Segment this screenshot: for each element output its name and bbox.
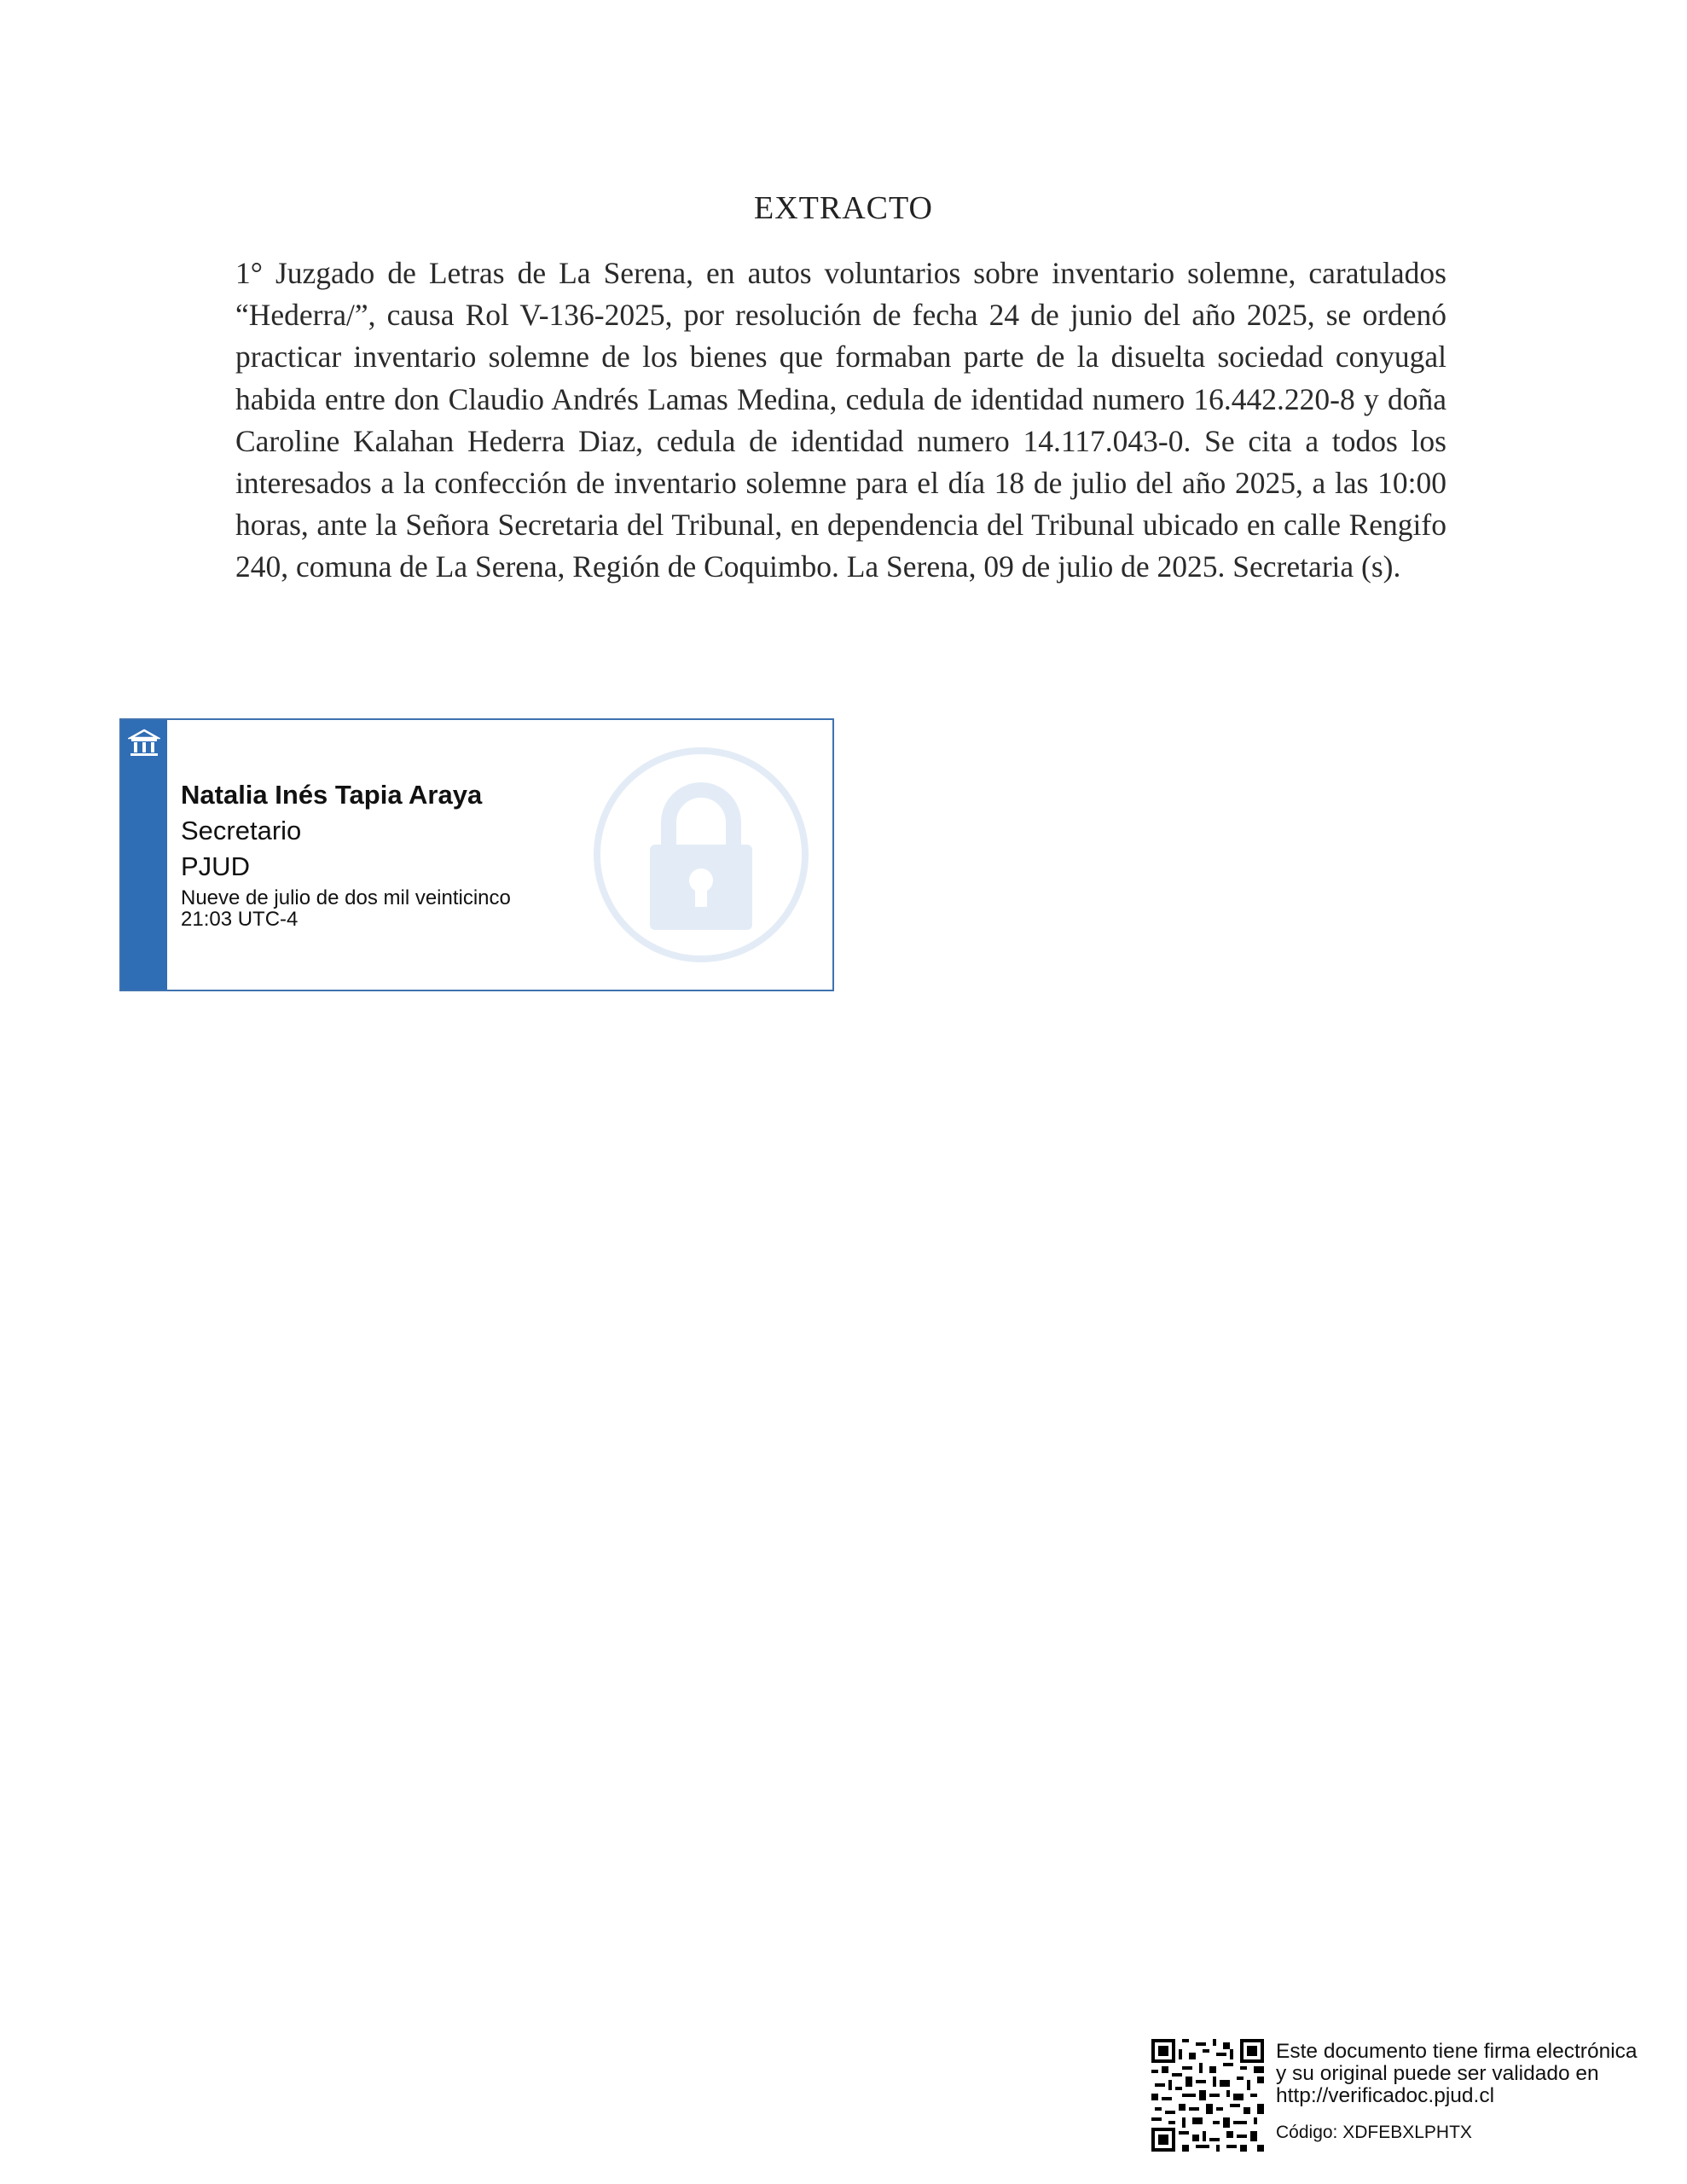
signature-timestamp <box>181 887 511 930</box>
verification-url[interactable]: http://verificadoc.pjud.cl <box>1276 2084 1495 2107</box>
electronic-signature-box <box>119 718 834 991</box>
verification-line-2: y su original puede ser validado en <box>1276 2062 1599 2085</box>
signature-time: 21:03 UTC-4 <box>181 908 299 931</box>
signer-name: Natalia Inés Tapia Araya <box>181 780 483 810</box>
courthouse-icon <box>128 729 160 759</box>
signature-side-bar <box>121 720 167 990</box>
qr-code-icon <box>1151 2039 1264 2152</box>
signature-date: Nueve de julio de dos mil veinticinco <box>181 886 511 909</box>
verification-notice <box>1276 2041 1656 2107</box>
document-body: 1° Juzgado de Letras de La Serena, en autos voluntarios sobre inventario solemne, caratulados “Hederra/”, causa Rol V-136-2025, por resolución de fecha 24 de junio del año 2025, se ordenó practicar inventario solemne de los bienes que formaban parte de la disuelta sociedad conyugal habida entre don Claudio Andrés Lamas Medina, cedula de identidad numero 16.442.220-8 y doña Caroline Kalahan Hederra Diaz, cedula de identidad numero 14.117.043-0. Se cita a todos los interesados a la confección de inventario solemne para el día 18 de julio del año 2025, a las 10:00 horas, ante la Señora Secretaria del Tribunal, en dependencia del Tribunal ubicado en calle Rengifo 240, comuna de La Serena, Región de Coquimbo. La Serena, 09 de julio de 2025. Secretaria (s). <box>235 256 1446 584</box>
signer-role: Secretario <box>181 816 302 845</box>
signer-organization: PJUD <box>181 851 250 881</box>
verification-code: Código: XDFEBXLPHTX <box>1276 2123 1472 2142</box>
document-title: EXTRACTO <box>754 190 933 226</box>
lock-icon <box>590 744 812 966</box>
verification-line-1: Este documento tiene firma electrónica <box>1276 2040 1638 2063</box>
